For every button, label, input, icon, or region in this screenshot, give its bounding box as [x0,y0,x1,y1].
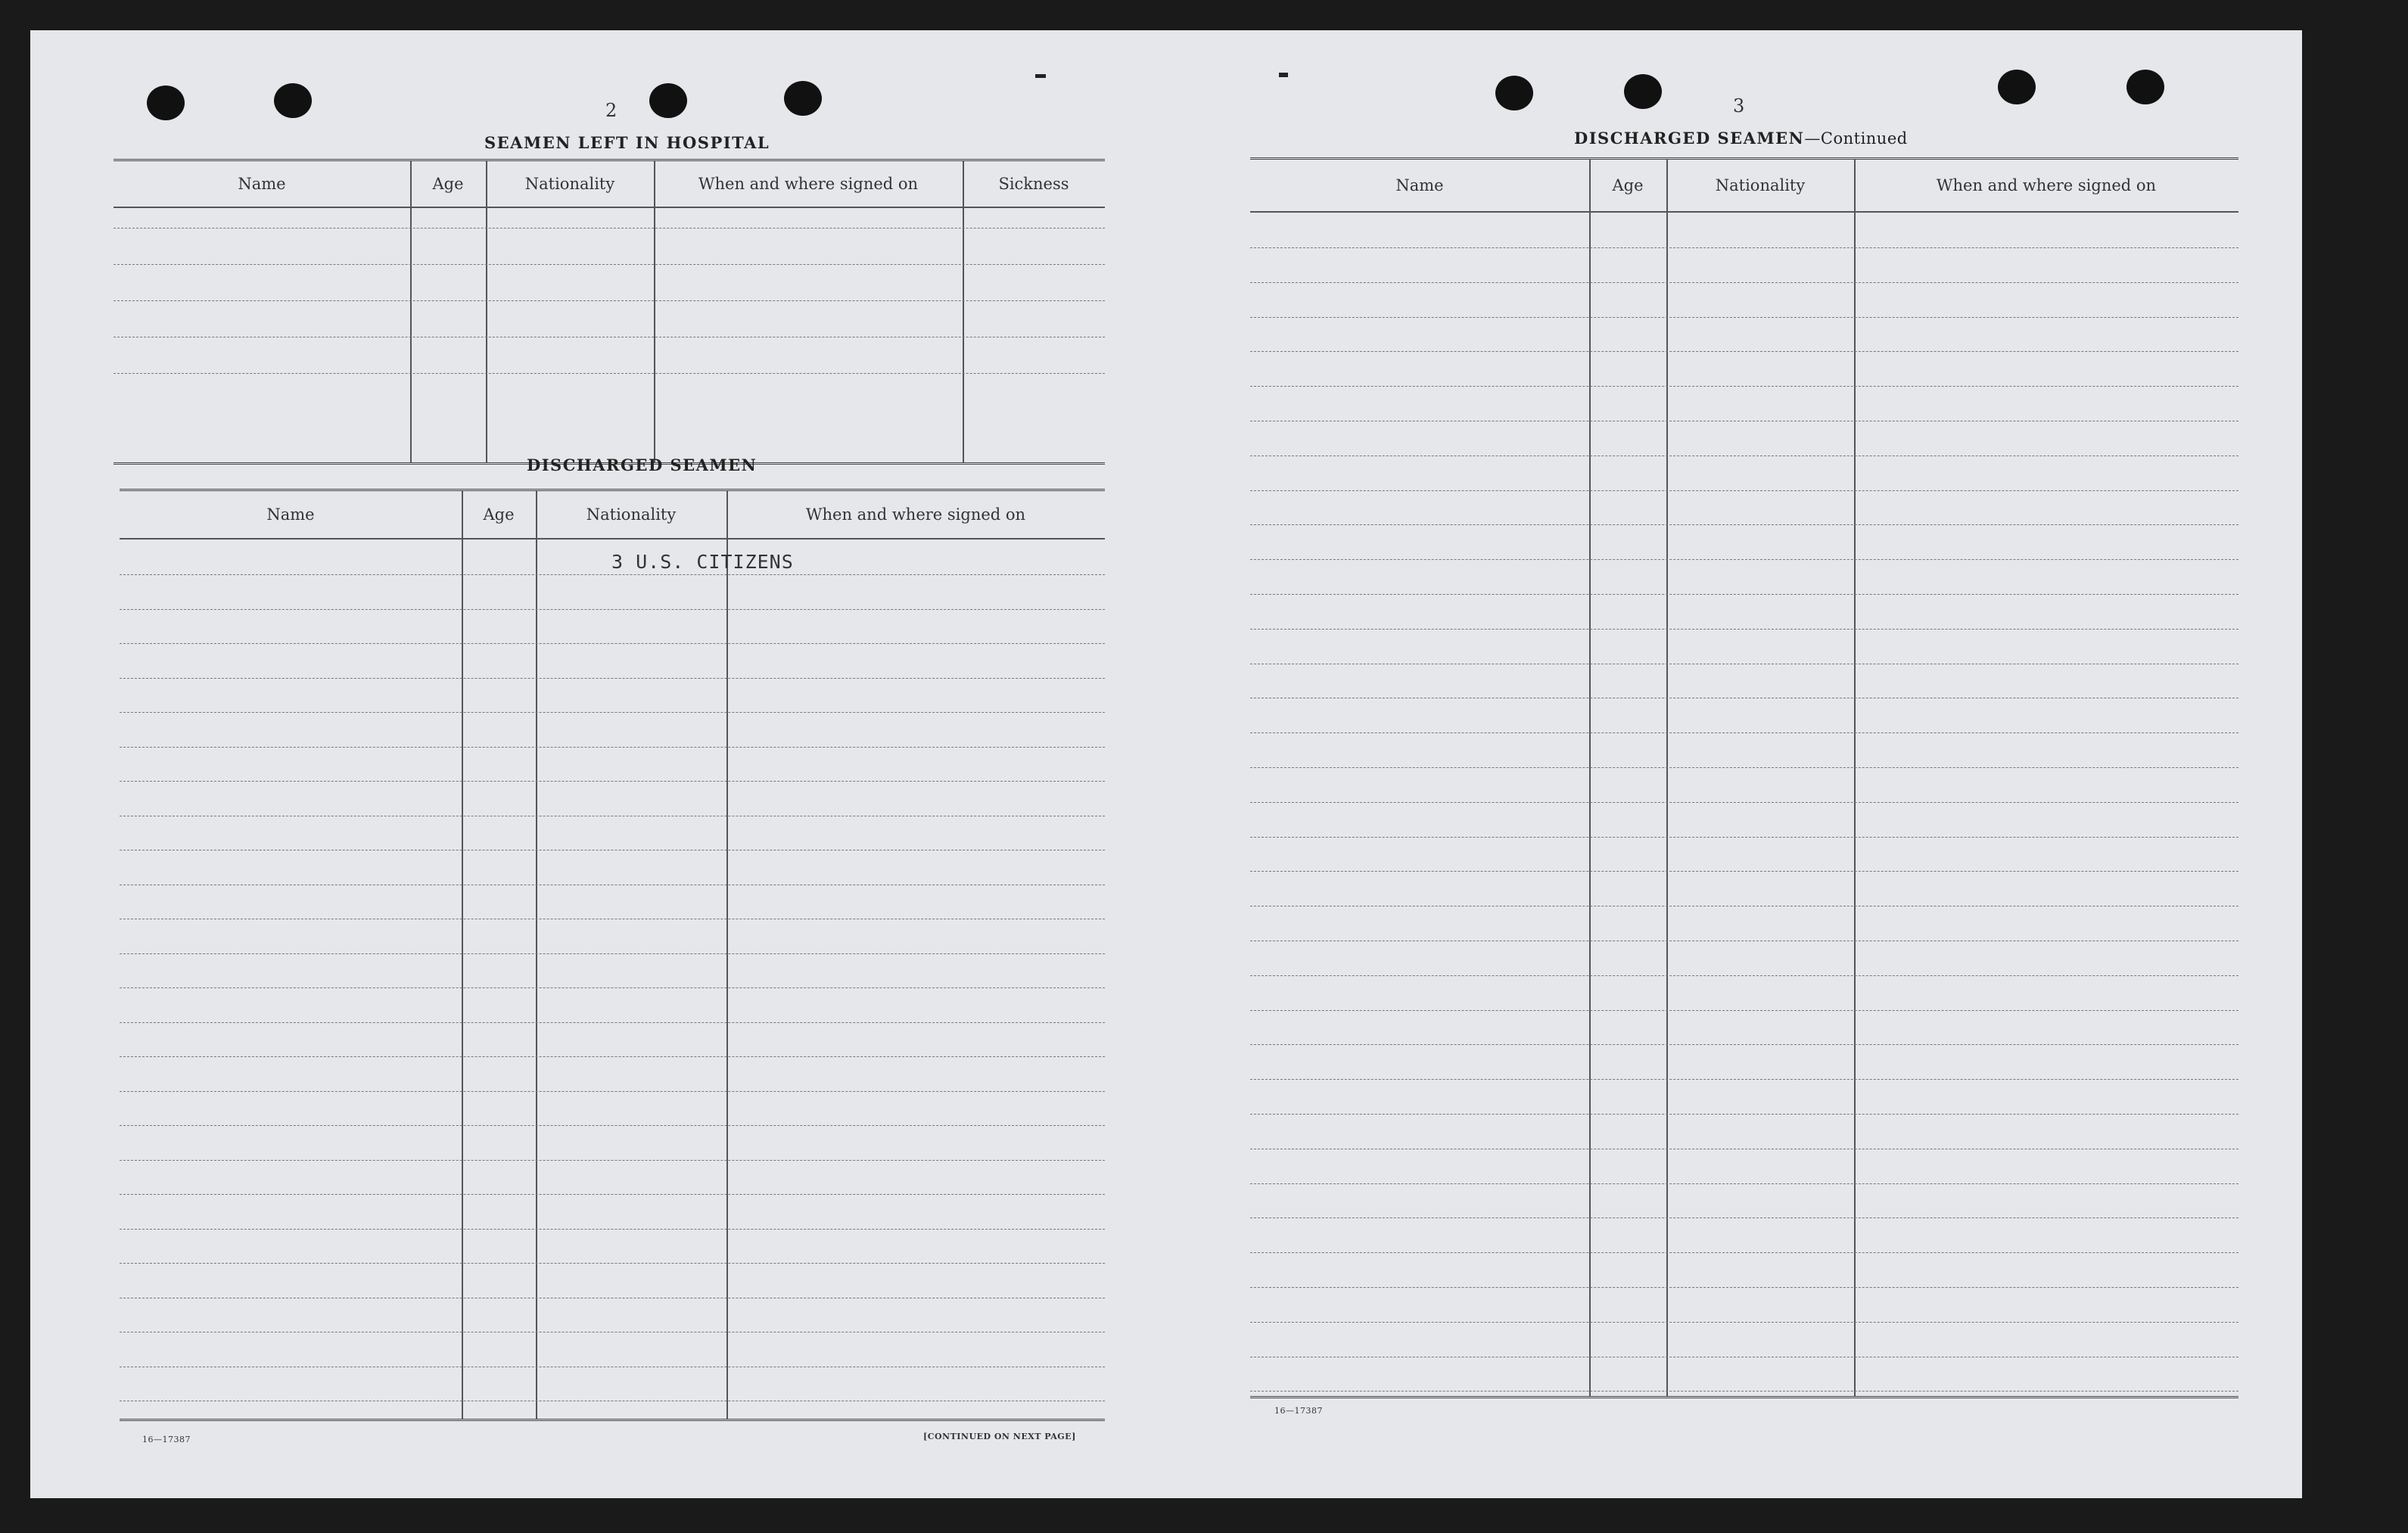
ruled-line [1250,317,2238,318]
ruled-line [1250,386,2238,387]
column-header-signed-on: When and where signed on [698,175,919,193]
column-header-age: Age [483,505,515,524]
ruled-line [1250,837,2238,838]
ruled-line [120,609,1105,610]
ruled-line [1250,1114,2238,1115]
continued-note: [CONTINUED ON NEXT PAGE] [923,1432,1076,1441]
ruled-line [120,1194,1105,1195]
ruled-line [120,1056,1105,1057]
column-divider [1589,160,1591,1396]
ruled-line [120,1091,1105,1092]
punch-hole [649,83,687,118]
ruled-line [1250,767,2238,768]
column-header-age: Age [1612,176,1644,194]
ruled-line [1250,1391,2238,1392]
typed-entry: 3 U.S. CITIZENS [611,551,794,573]
ruled-line [120,1125,1105,1126]
ruled-line [1250,594,2238,595]
ruled-line [114,228,1105,229]
ruled-line [1250,871,2238,872]
ruled-line [114,264,1105,265]
discharged-table [120,489,1105,1421]
discharged-section-title: DISCHARGED SEAMEN [527,456,758,474]
column-header-name: Name [266,505,315,524]
column-divider [963,161,964,462]
column-header-signed-on: When and where signed on [805,505,1026,524]
ruled-line [120,1022,1105,1023]
ruled-line [120,643,1105,644]
page-number-right: 3 [1733,95,1745,117]
hospital-table-header [114,161,1105,208]
ruled-line [1250,247,2238,248]
ruled-line [1250,490,2238,491]
punch-hole [1998,70,2036,104]
discharged-table-header [120,491,1105,540]
ruled-line [120,1229,1105,1230]
ruled-line [1250,1183,2238,1184]
ruled-line [1250,1010,2238,1011]
column-divider [410,161,412,462]
column-divider [486,161,487,462]
column-header-signed-on: When and where signed on [1936,176,2157,194]
ruled-line [1250,524,2238,525]
column-header-name: Name [1395,176,1444,194]
hospital-table [114,159,1105,465]
ruled-line [114,373,1105,374]
column-header-nationality: Nationality [524,175,615,193]
page-number-left: 2 [605,100,618,121]
punch-hole [1624,74,1662,109]
column-divider [1854,160,1856,1396]
column-divider [726,491,728,1419]
punch-hole [147,86,185,120]
ruled-line [1250,1044,2238,1045]
ruled-line [1250,802,2238,803]
column-divider [1666,160,1668,1396]
ruled-line [120,1160,1105,1161]
ruled-line [1250,1322,2238,1323]
right-section-title [1574,129,1908,148]
ruled-line [120,1263,1105,1264]
ruled-line [120,712,1105,713]
ruled-line [1250,282,2238,283]
form-number-left: 16—17387 [142,1435,191,1444]
punch-hole [784,81,822,116]
column-divider [536,491,537,1419]
document-sheet [30,30,2302,1498]
ruled-line [1250,559,2238,560]
ruled-line [1250,975,2238,976]
column-header-nationality: Nationality [586,505,677,524]
ruled-line [1250,1252,2238,1253]
punch-hole [1495,76,1533,110]
ruled-line [1250,732,2238,733]
ruled-line [120,574,1105,575]
ruled-line [120,678,1105,679]
punch-hole [2126,70,2164,104]
ink-speck [1279,73,1288,77]
column-divider [462,491,463,1419]
ruled-line [120,953,1105,954]
form-number-right: 16—17387 [1274,1406,1323,1416]
punch-hole [274,83,312,118]
ruled-line [120,747,1105,748]
ruled-line [1250,351,2238,352]
column-header-sickness: Sickness [998,175,1069,193]
column-divider [654,161,655,462]
right-section-title-suffix: —Continued [1804,129,1908,148]
column-header-nationality: Nationality [1715,176,1806,194]
ruled-line [114,300,1105,301]
ruled-line [1250,1079,2238,1080]
ruled-line [120,987,1105,988]
ruled-line [1250,1287,2238,1288]
ruled-line [120,781,1105,782]
ink-speck [1035,74,1046,78]
column-header-age: Age [432,175,464,193]
discharged-continued-header [1250,160,2238,213]
column-header-name: Name [238,175,286,193]
right-section-title-main: DISCHARGED SEAMEN [1574,129,1805,148]
hospital-section-title: SEAMEN LEFT IN HOSPITAL [484,133,770,152]
ruled-line [1250,629,2238,630]
discharged-continued-table [1250,157,2238,1398]
ruled-line [1250,1217,2238,1218]
